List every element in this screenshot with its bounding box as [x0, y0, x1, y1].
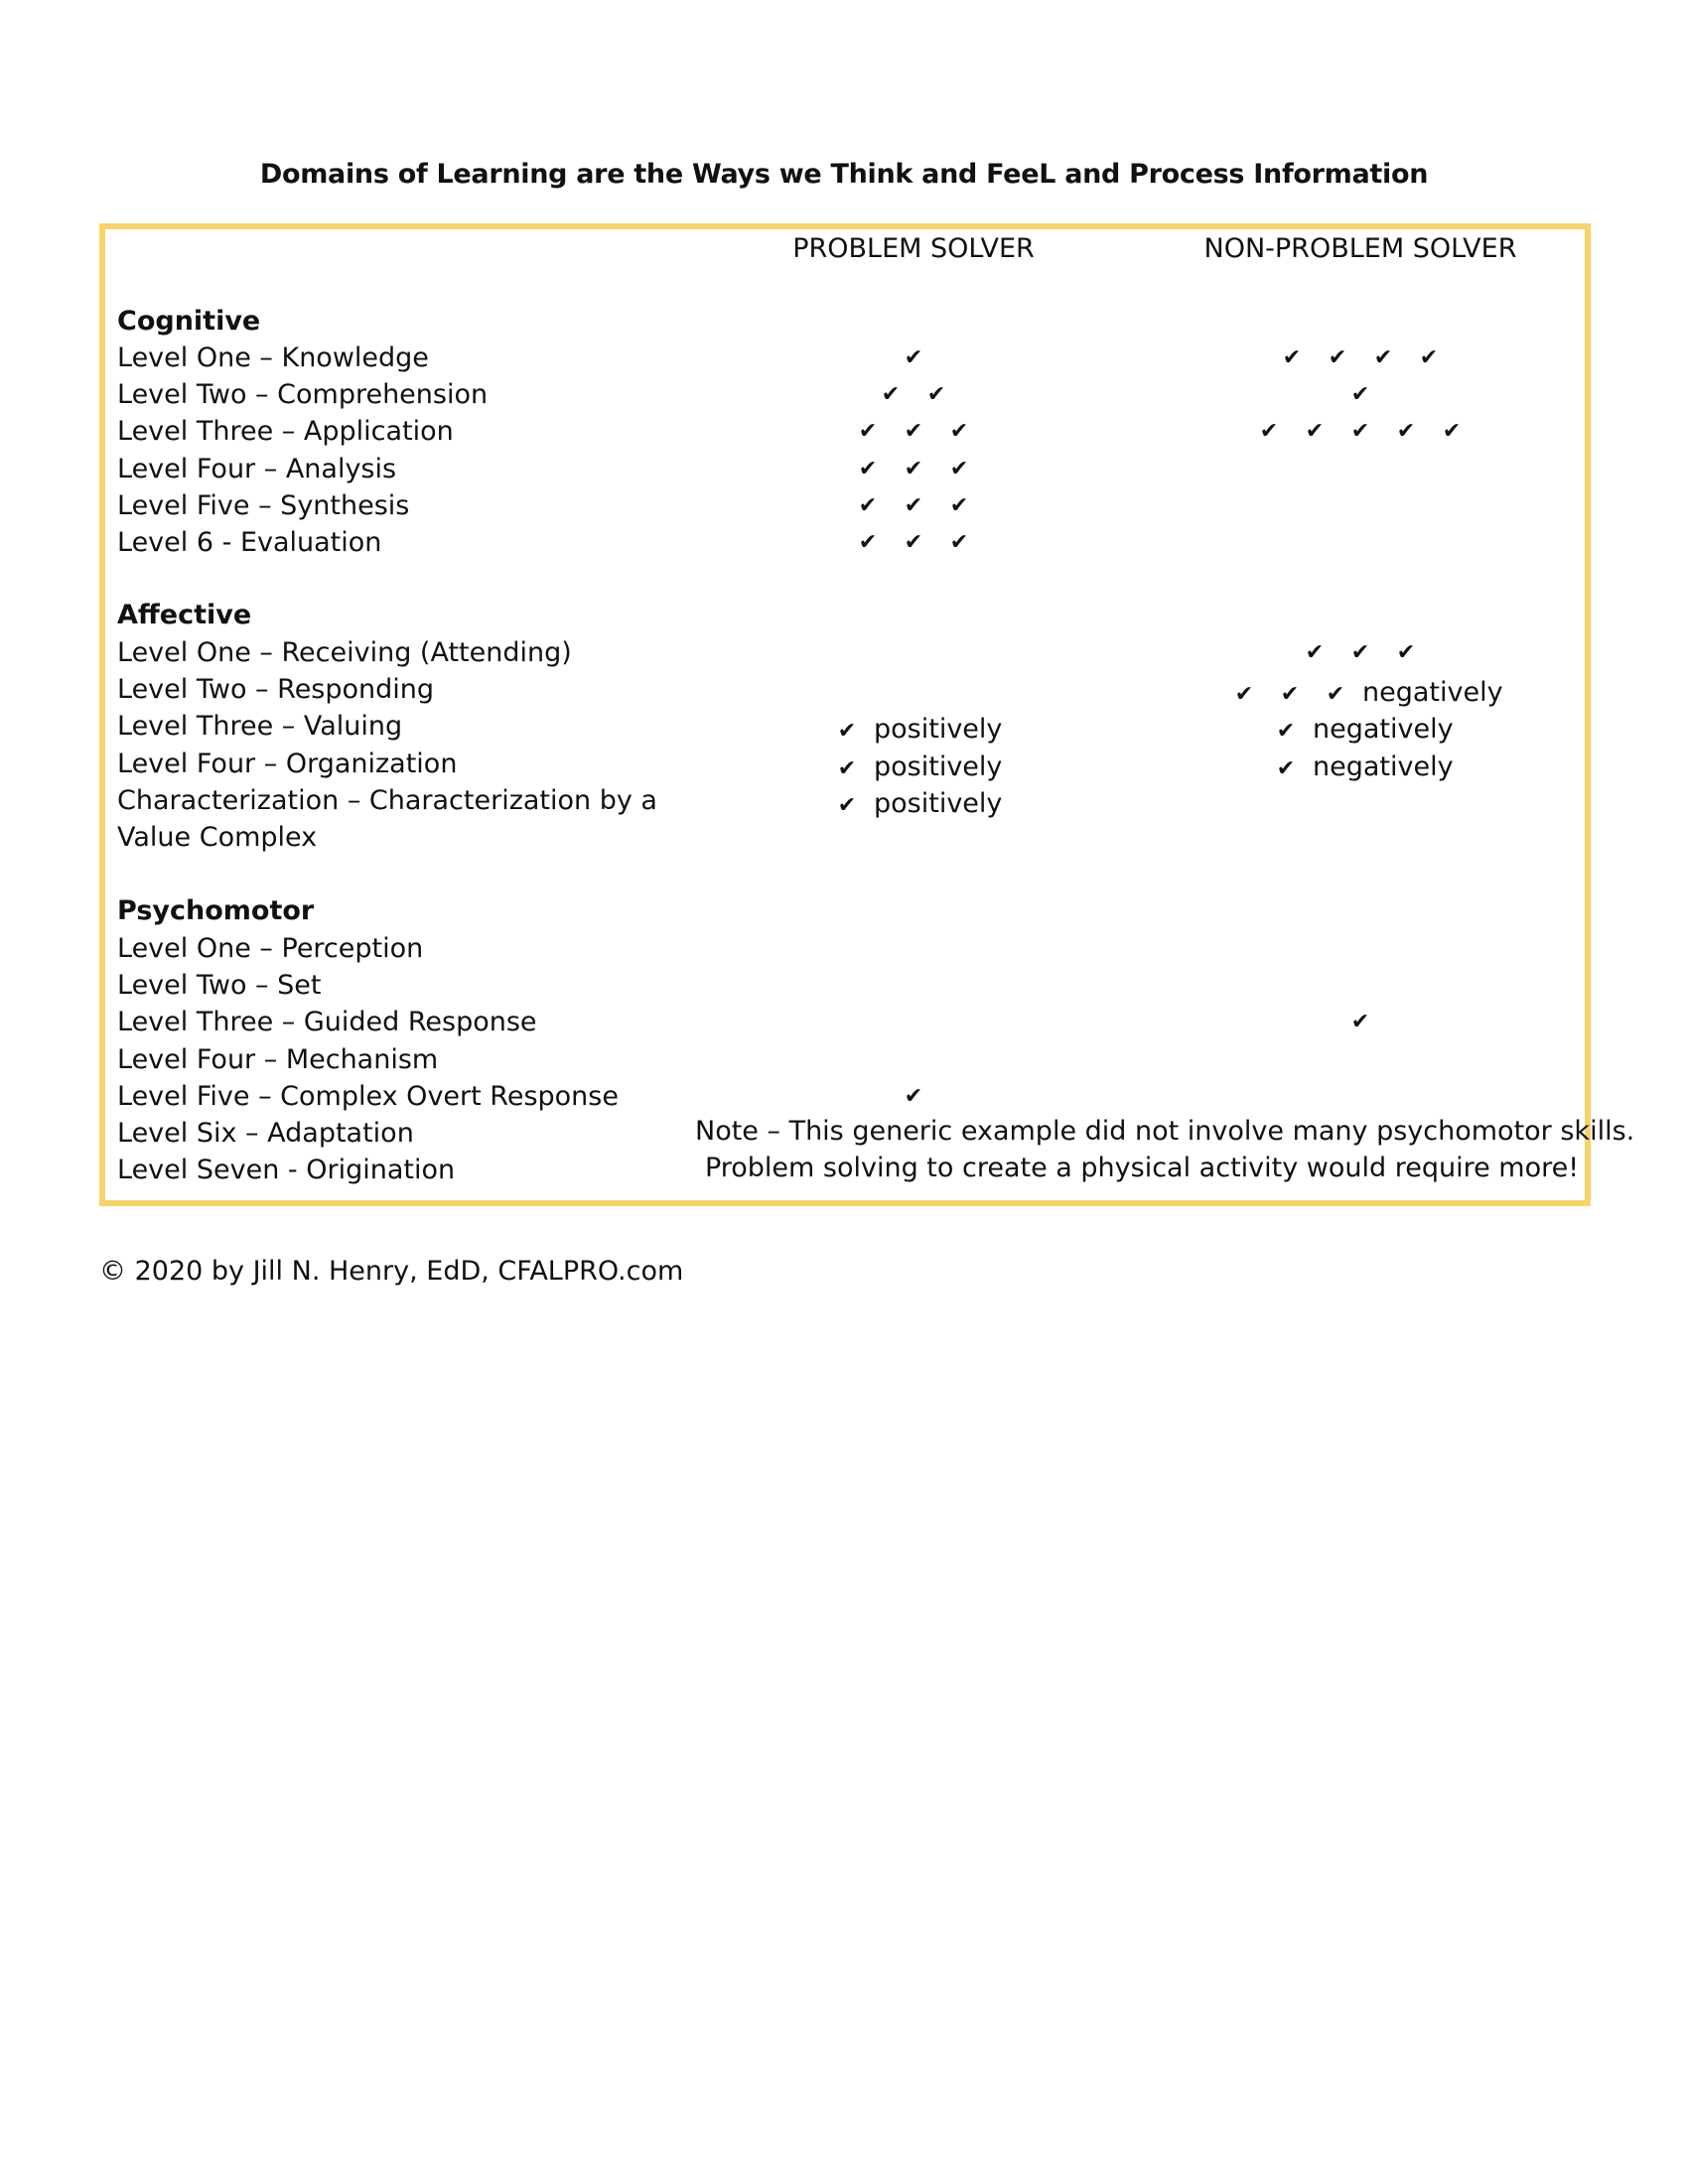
- check-icon: ✔: [1419, 345, 1439, 370]
- check-icon: ✔: [949, 456, 969, 481]
- section-heading-cognitive: Cognitive: [117, 306, 261, 337]
- page-title: Domains of Learning are the Ways we Think and FeeL and Process Information: [259, 159, 1429, 190]
- affective-non-problem-solver-checks: [1221, 677, 1503, 709]
- cognitive-problem-solver-checks: [845, 456, 982, 481]
- cognitive-problem-solver-checks: [845, 532, 982, 554]
- column-header-problem-solver: PROBLEM SOLVER: [792, 233, 1035, 264]
- cognitive-problem-solver-checks: [891, 347, 936, 369]
- affective-level-label: Level One – Receiving (Attending): [117, 637, 572, 668]
- affective-problem-solver-rating: positively: [874, 751, 1003, 782]
- check-icon: ✔: [858, 419, 878, 445]
- check-icon: ✔: [949, 419, 969, 445]
- check-icon: ✔: [1276, 719, 1296, 745]
- psychomotor-problem-solver-checks: [891, 1083, 936, 1109]
- check-icon: ✔: [1305, 640, 1325, 665]
- check-icon: ✔: [949, 530, 969, 555]
- section-heading-psychomotor: Psychomotor: [117, 895, 315, 926]
- cognitive-problem-solver-checks: [868, 384, 959, 406]
- cognitive-level-label: Level Four – Analysis: [117, 453, 397, 484]
- cognitive-non-problem-solver-checks: [1246, 421, 1475, 443]
- check-icon: ✔: [1326, 682, 1345, 708]
- check-icon: ✔: [1282, 345, 1302, 370]
- check-icon: ✔: [1259, 419, 1279, 445]
- affective-problem-solver-checks: [824, 753, 1002, 780]
- cognitive-problem-solver-checks: [845, 421, 982, 443]
- affective-problem-solver-checks: [824, 787, 1003, 819]
- check-icon: ✔: [837, 792, 857, 818]
- affective-level-label: Level Two – Responding: [117, 674, 435, 706]
- check-icon: ✔: [1396, 419, 1416, 445]
- affective-problem-solver-checks: [824, 714, 1003, 746]
- note-line-1: Note – This generic example did not involve many psychomotor skills.: [695, 1116, 1635, 1147]
- affective-non-problem-solver-rating: negatively: [1313, 714, 1454, 746]
- cognitive-level-label: Level One – Knowledge: [117, 342, 429, 373]
- psychomotor-level-label: Level Five – Complex Overt Response: [117, 1080, 619, 1112]
- check-icon: ✔: [858, 456, 878, 481]
- cognitive-level-label: Level 6 - Evaluation: [117, 527, 382, 558]
- check-icon: ✔: [1328, 345, 1347, 370]
- check-icon: ✔: [881, 382, 901, 408]
- affective-non-problem-solver-rating: negatively: [1362, 677, 1503, 709]
- affective-non-problem-solver-checks: [1263, 753, 1454, 780]
- affective-non-problem-solver-rating: negatively: [1313, 751, 1454, 782]
- affective-level-label: Level Three – Valuing: [117, 711, 403, 743]
- check-icon: ✔: [926, 382, 946, 408]
- psychomotor-level-label: Level One – Perception: [117, 933, 424, 964]
- affective-non-problem-solver-checks: [1263, 714, 1454, 746]
- check-icon: ✔: [1280, 682, 1300, 708]
- psychomotor-level-label: Level Six – Adaptation: [117, 1118, 414, 1149]
- check-icon: ✔: [1396, 640, 1416, 665]
- check-icon: ✔: [837, 755, 857, 781]
- check-icon: ✔: [949, 492, 969, 518]
- check-icon: ✔: [1350, 640, 1370, 665]
- note-line-2: Problem solving to create a physical activity would require more!: [704, 1153, 1580, 1183]
- check-icon: ✔: [904, 530, 923, 555]
- psychomotor-level-label: Level Four – Mechanism: [117, 1043, 439, 1075]
- cognitive-non-problem-solver-checks: [1337, 384, 1383, 406]
- check-icon: ✔: [904, 345, 923, 370]
- affective-problem-solver-rating: positively: [874, 714, 1003, 746]
- check-icon: ✔: [904, 456, 923, 481]
- section-heading-affective: Affective: [117, 600, 252, 630]
- affective-level-label: Level Four – Organization: [117, 748, 458, 779]
- check-icon: ✔: [1305, 419, 1325, 445]
- psychomotor-level-label: Level Two – Set: [117, 970, 322, 1002]
- cognitive-level-label: Level Five – Synthesis: [117, 489, 410, 521]
- cognitive-level-label: Level Three – Application: [117, 416, 454, 448]
- cognitive-non-problem-solver-checks: [1269, 347, 1452, 369]
- affective-level-label: Characterization – Characterization by a: [117, 784, 657, 816]
- check-icon: ✔: [1350, 382, 1370, 408]
- psychomotor-level-label: Level Three – Guided Response: [117, 1007, 537, 1038]
- check-icon: ✔: [1350, 419, 1370, 445]
- affective-level-label: Value Complex: [117, 822, 318, 853]
- column-header-non-problem-solver: NON-PROBLEM SOLVER: [1203, 233, 1517, 264]
- copyright-text: © 2020 by Jill N. Henry, EdD, CFALPRO.com: [99, 1256, 684, 1287]
- affective-problem-solver-rating: positively: [874, 787, 1003, 819]
- psychomotor-level-label: Level Seven - Origination: [117, 1155, 456, 1186]
- check-icon: ✔: [904, 1083, 923, 1109]
- check-icon: ✔: [1276, 755, 1296, 781]
- check-icon: ✔: [904, 419, 923, 445]
- check-icon: ✔: [904, 492, 923, 518]
- check-icon: ✔: [1442, 419, 1462, 445]
- check-icon: ✔: [858, 530, 878, 555]
- check-icon: ✔: [1234, 682, 1254, 708]
- psychomotor-non-problem-solver-checks: [1337, 1012, 1383, 1033]
- affective-non-problem-solver-checks: [1292, 642, 1429, 664]
- cognitive-level-label: Level Two – Comprehension: [117, 379, 489, 411]
- cognitive-problem-solver-checks: [845, 492, 982, 518]
- check-icon: ✔: [837, 719, 857, 745]
- check-icon: ✔: [1373, 345, 1393, 370]
- check-icon: ✔: [858, 492, 878, 518]
- check-icon: ✔: [1350, 1010, 1370, 1035]
